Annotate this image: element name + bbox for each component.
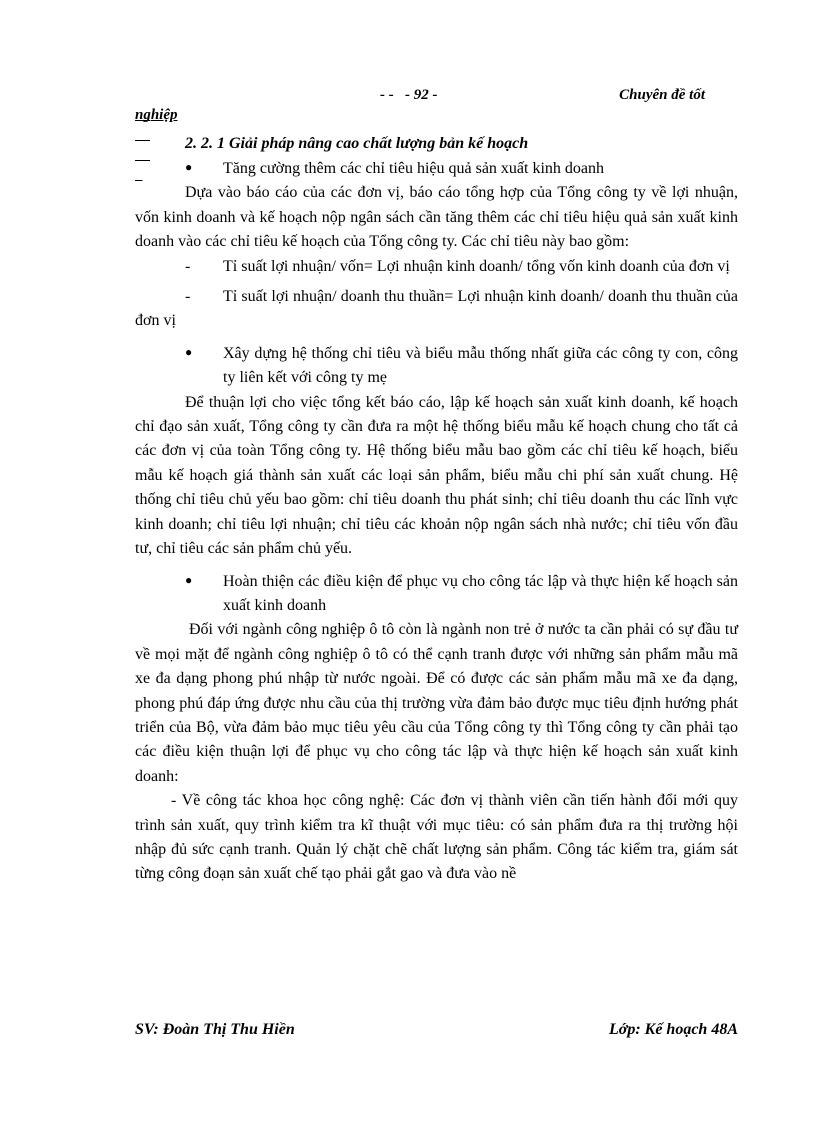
bullet-icon: ●	[185, 344, 193, 359]
header-title-continued: nghiệp	[135, 107, 178, 123]
dash-text: Tỉ suất lợi nhuận/ doanh thu thuần= Lợi nhuận kinh doanh/ doanh thu thuần của đơn vị	[135, 288, 738, 330]
dash-marker: -	[185, 257, 191, 275]
bullet-icon: ●	[185, 572, 193, 587]
document-body	[135, 133, 738, 887]
bullet-item	[135, 568, 738, 619]
bullet-item	[135, 340, 738, 391]
footer-class: Lớp: Kế hoạch 48A	[608, 1021, 738, 1038]
dash-item	[135, 285, 738, 334]
bullet-item	[135, 155, 738, 181]
page-number: - 92 -	[405, 87, 438, 103]
header-dashes: - -	[380, 87, 394, 103]
dash-item	[135, 255, 738, 279]
bullet-text: Hoàn thiện các điều kiện để phục vụ cho công tác lập và thực hiện kế hoạch sản xuất kinh doanh	[223, 572, 738, 614]
bullet-text: Tăng cường thêm các chỉ tiêu hiệu quả sản xuất kinh doanh	[223, 160, 605, 177]
section-heading: 2. 2. 1 Giải pháp nâng cao chất lượng bản kế hoạch	[185, 135, 529, 152]
dash-marker: -	[185, 288, 191, 306]
paragraph: - Về công tác khoa học công nghệ: Các đơn vị thành viên cần tiến hành đổi mới quy trình sản xuất, quy trình kiểm tra kĩ thuật với mục tiêu: có sản phẩm đưa ra thị trường hội nhập đủ sức cạnh tranh. Quản lý chặt chẽ chất lượng sản phẩm. Công tác kiểm tra, giám sát từng công đoạn sản xuất chế tạo phải gắt gao và đưa vào nề	[135, 792, 738, 883]
bullet-text: Xây dựng hệ thống chỉ tiêu và biểu mẫu thống nhất giữa các công ty con, công ty liên kết với công ty mẹ	[223, 344, 738, 387]
bullet-icon: ●	[185, 160, 193, 174]
dash-text: Tỉ suất lợi nhuận/ vốn= Lợi nhuận kinh doanh/ tổng vốn kinh doanh của đơn vị	[223, 257, 730, 275]
paragraph: Để thuận lợi cho việc tổng kết báo cáo, lập kế hoạch sản xuất kinh doanh, kế hoạch chỉ đạo sản xuất, Tổng công ty cần đưa ra một hệ thống biểu mẫu kế hoạch chung cho tất cả các đơn vị của toàn Tổng công ty. Hệ thống biểu mẫu bao gồm các chỉ tiêu kế hoạch, biểu mẫu kế hoạch giá thành sản xuất các loại sản phẩm, biểu mẫu chi phí sản xuất chung. Hệ thống chỉ tiêu chủ yếu bao gồm: chỉ tiêu doanh thu phát sinh; chỉ tiêu doanh thu các lĩnh vực kinh doanh; chỉ tiêu lợi nhuận; chỉ tiêu các khoản nộp ngân sách nhà nước; chỉ tiêu vốn đầu tư, chỉ tiêu các sản phẩm chủ yếu.	[135, 393, 738, 558]
header-title: Chuyên đề tốt	[619, 87, 705, 103]
paragraph: Đối với ngành công nghiệp ô tô còn là ngành non trẻ ở nước ta cần phải có sự đầu tư về mọi mặt để ngành công nghiệp ô tô có thể cạnh tranh được với những sản phẩm mẫu mã xe đa dạng phong phú nhập từ nước ngoài. Để có được các sản phẩm mẫu mã xe đa dạng, phong phú đáp ứng được nhu cầu của thị trường vừa đảm bảo được mục tiêu định hướng phát triển của Bộ, vừa đảm bảo mục tiêu yêu cầu của Tổng công ty thì Tổng công ty cần phải tạo các điều kiện thuận lợi để phục vụ cho công tác lập và thực hiện kế hoạch sản xuất kinh doanh:	[135, 621, 738, 785]
paragraph: Dựa vào báo cáo của các đơn vị, báo cáo tổng hợp của Tổng công ty về lợi nhuận, vốn kinh doanh và kế hoạch nộp ngân sách cần tăng thêm các chỉ tiêu hiệu quả sản xuất kinh doanh vào các chỉ tiêu kế hoạch của Tổng công ty. Các chỉ tiêu này bao gồm:	[135, 184, 738, 251]
footer-student: SV: Đoàn Thị Thu Hiền	[135, 1021, 295, 1038]
